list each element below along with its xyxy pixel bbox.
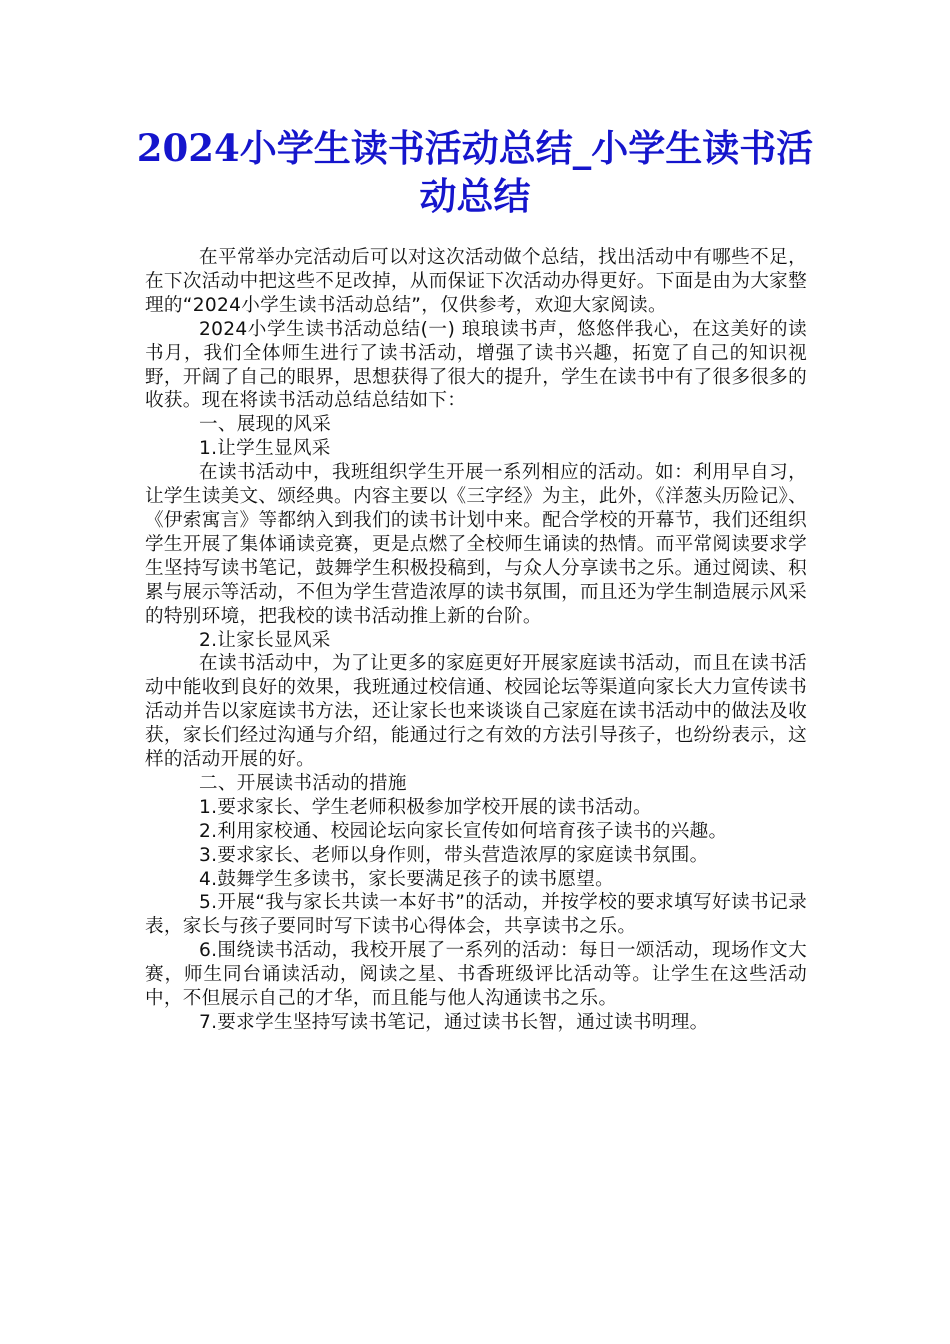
list-item-4: 4.鼓舞学生多读书，家长要满足孩子的读书愿望。 [198, 868, 615, 890]
document-body [145, 246, 807, 1035]
list-item-1: 1.要求家长、学生老师积极参加学校开展的读书活动。 [198, 796, 652, 818]
section-heading-2: 二、开展读书活动的措施 [198, 772, 407, 794]
list-item-2: 2.利用家校通、校园论坛向家长宣传如何培育孩子读书的兴趣。 [198, 820, 728, 842]
subheading-1-1: 1.让学生显风采 [198, 438, 331, 460]
section-heading-1: 一、展现的风采 [198, 414, 332, 436]
list-item-7: 7.要求学生坚持写读书笔记，通过读书长智，通过读书明理。 [198, 1012, 709, 1033]
subheading-1-2: 2.让家长显风采 [198, 629, 331, 651]
paragraph-intro: 在平常举办完活动后可以对这次活动做个总结，找出活动中有哪些不足，在下次活动中把这些不足改掉，从而保证下次活动办得更好。下面是由为大家整理的“2024小学生读书活动总结”，仅供参考，欢迎大家阅读。 [145, 247, 807, 316]
paragraph-summary-one: 2024小学生读书活动总结(一) 琅琅读书声，悠悠伴我心，在这美好的读书月，我们全体师生进行了读书活动，增强了读书兴趣，拓宽了自己的知识视野，开阔了自己的眼界，思想获得了很大的提升，学生在读书中有了很多很多的收获。现在将读书活动总结总结如下： [145, 318, 807, 412]
paragraph-students: 在读书活动中，我班组织学生开展一系列相应的活动。如：利用早自习，让学生读美文、颂经典。内容主要以《三字经》为主，此外，《洋葱头历险记》、《伊索寓言》等都纳入到我们的读书计划中来。配合学校的开幕节，我们还组织学生开展了集体诵读竞赛，更是点燃了全校师生诵读的热情。而平常阅读要求学生坚持写读书笔记，鼓舞学生积极投稿到，与众人分享读书之乐。通过阅读、积累与展示等活动，不但为学生营造浓厚的读书氛围，而且还为学生制造展示风采的特别环境，把我校的读书活动推上新的台阶。 [145, 462, 807, 627]
document-title: 2024小学生读书活动总结_小学生读书活动总结 [136, 126, 814, 218]
paragraph-parents: 在读书活动中，为了让更多的家庭更好开展家庭读书活动，而且在读书活动中能收到良好的效果，我班通过校信通、校园论坛等渠道向家长大力宣传读书活动并告以家庭读书方法，还让家长也来谈谈自己家庭在读书活动中的做法及收获，家长们经过沟通与介绍，能通过行之有效的方法引导孩子，也纷纷表示，这样的活动开展的好。 [145, 653, 807, 771]
list-item-6: 6.围绕读书活动，我校开展了一系列的活动：每日一颂活动，现场作文大赛，师生同台诵读活动，阅读之星、书香班级评比活动等。让学生在这些活动中，不但展示自己的才华，而且能与他人沟通读书之乐。 [145, 940, 807, 1010]
list-item-3: 3.要求家长、老师以身作则，带头营造浓厚的家庭读书氛围。 [198, 844, 709, 866]
list-item-5: 5.开展“我与家长共读一本好书”的活动，并按学校的要求填写好读书记录表，家长与孩子要同时写下读书心得体会，共享读书之乐。 [145, 892, 807, 938]
